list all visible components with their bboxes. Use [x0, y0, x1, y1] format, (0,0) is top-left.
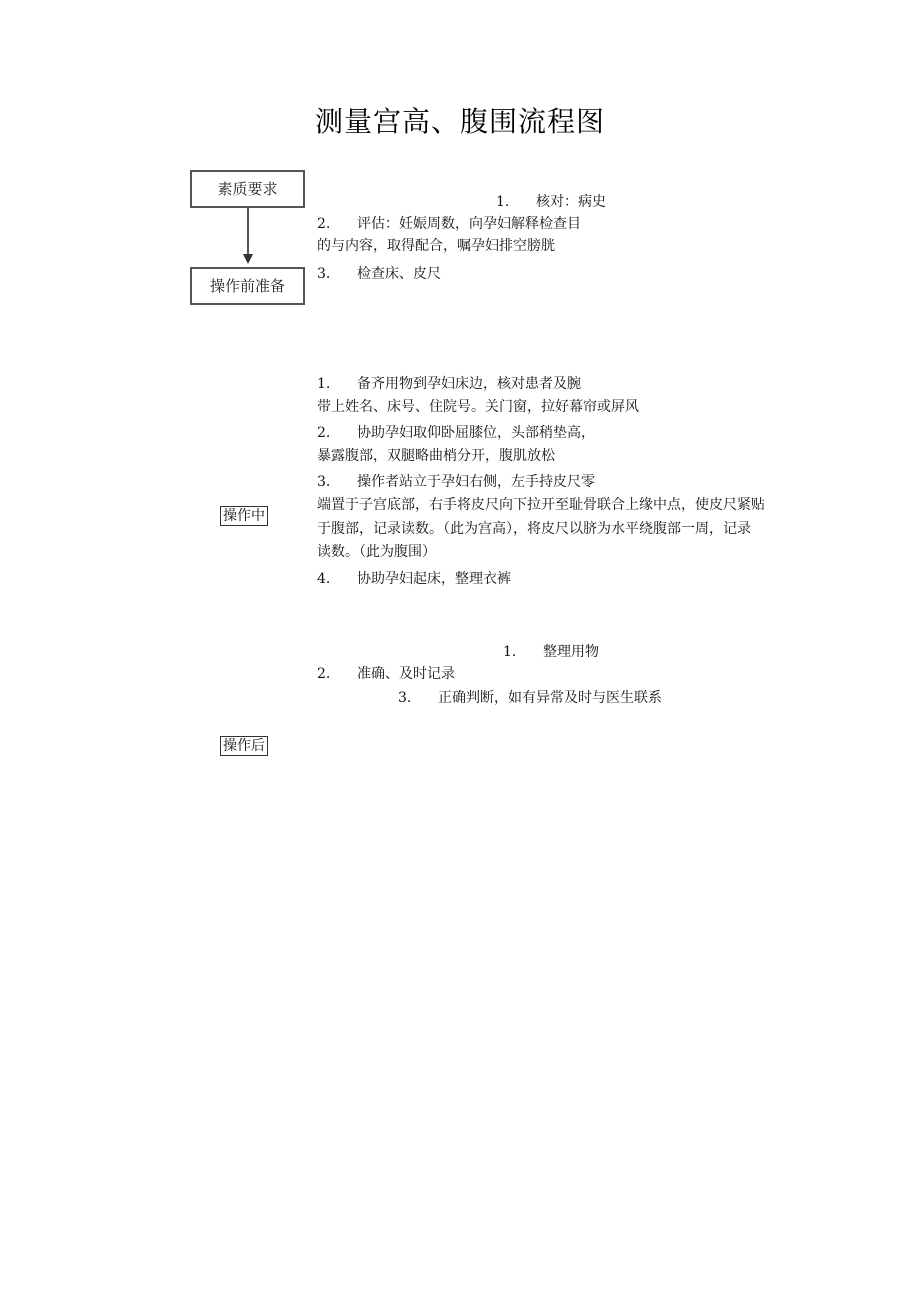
- page-title: 测量宫高、腹围流程图: [314, 105, 605, 138]
- prep-item-3-text: 检查床、皮尺: [357, 266, 441, 282]
- during-item-1-continued: 带上姓名、床号、住院号。关门窗，拉好幕帘或屏风: [317, 399, 639, 415]
- after-item-3-number: 3.: [398, 690, 412, 706]
- during-item-2-number: 2.: [317, 425, 331, 441]
- during-item-2: [317, 422, 595, 442]
- section-label-after: 操作后: [220, 736, 268, 756]
- down-arrow-icon: [240, 208, 256, 268]
- during-item-2-text: 协助孕妇取仰卧屈膝位，头部稍垫高，: [357, 425, 595, 441]
- after-item-2: [317, 663, 455, 683]
- after-item-3-text: 正确判断，如有异常及时与医生联系: [438, 690, 662, 706]
- prep-item-1: [496, 191, 606, 211]
- prep-item-1-number: 1.: [496, 194, 510, 210]
- during-item-4-text: 协助孕妇起床，整理衣裤: [357, 571, 511, 587]
- after-item-3: [398, 687, 662, 707]
- prep-item-2-number: 2.: [317, 216, 331, 232]
- during-item-3-number: 3.: [317, 474, 331, 490]
- after-item-1-number: 1.: [503, 644, 517, 660]
- during-item-1-number: 1.: [317, 376, 331, 392]
- section-label-during: 操作中: [220, 506, 268, 526]
- during-item-4: [317, 568, 511, 588]
- during-item-2-continued: 暴露腹部，双腿略曲梢分开，腹肌放松: [317, 448, 555, 464]
- flow-box-quality-requirements: 素质要求: [190, 170, 305, 208]
- during-item-3-text: 操作者站立于孕妇右侧，左手持皮尺零: [357, 474, 595, 490]
- during-item-1: [317, 373, 581, 393]
- after-item-1-text: 整理用物: [543, 644, 599, 660]
- during-item-3-continued-2: 于腹部，记录读数。（此为宫高），将皮尺以脐为水平绕腹部一周，记录: [317, 521, 751, 537]
- prep-item-1-text: 核对：病史: [536, 194, 606, 210]
- after-item-2-number: 2.: [317, 666, 331, 682]
- prep-item-2-continued: 的与内容，取得配合，嘱孕妇排空膀胱: [317, 238, 555, 254]
- during-item-3-continued-3: 读数。（此为腹围）: [317, 544, 436, 560]
- during-item-3: [317, 471, 595, 491]
- during-item-3-continued-1: 端置于子宫底部，右手将皮尺向下拉开至耻骨联合上缘中点，使皮尺紧贴: [317, 497, 765, 513]
- during-item-4-number: 4.: [317, 571, 331, 587]
- prep-item-2: [317, 213, 581, 233]
- during-item-1-text: 备齐用物到孕妇床边，核对患者及腕: [357, 376, 581, 392]
- prep-item-3-number: 3.: [317, 266, 331, 282]
- after-item-2-text: 准确、及时记录: [357, 666, 455, 682]
- prep-item-2-text: 评估：妊娠周数，向孕妇解释检查目: [357, 216, 581, 232]
- prep-item-3: [317, 263, 441, 283]
- flow-box-pre-operation: 操作前准备: [190, 267, 305, 305]
- after-item-1: [503, 641, 599, 661]
